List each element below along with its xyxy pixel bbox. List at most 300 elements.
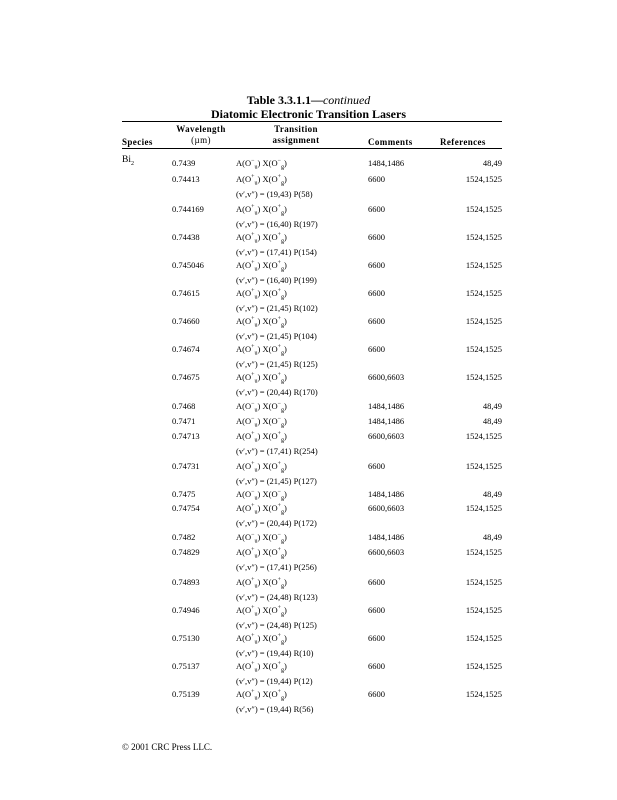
transition-upper-prefix: A(O xyxy=(236,158,252,168)
transition-lower-close: ) xyxy=(283,158,287,168)
references-cell: 1524,1525 xyxy=(465,232,502,242)
transition-upper-prefix: A(O xyxy=(236,288,252,298)
table-title-continued: continued xyxy=(322,93,371,107)
transition-lower-prefix: X(O xyxy=(262,431,278,441)
transition-upper-sign: + xyxy=(251,288,255,295)
transition-lower-parity: g xyxy=(280,294,284,301)
transition-lower-prefix: X(O xyxy=(262,260,278,270)
transition-cell xyxy=(236,174,287,187)
wavelength-cell: 0.74829 xyxy=(172,547,200,557)
vibrational-assignment-cell: (v′,v″) = (21,45) P(104) xyxy=(236,331,317,341)
wavelength-cell: 0.75130 xyxy=(172,633,200,643)
transition-lower-close: ) xyxy=(283,489,287,499)
transition-upper-sign: + xyxy=(251,316,255,323)
references-cell: 1524,1525 xyxy=(465,174,502,184)
vibrational-assignment-cell: (v′,v″) = (16,40) R(197) xyxy=(236,219,318,229)
comments-cell: 6600,6603 xyxy=(368,372,405,382)
transition-upper-parity: u xyxy=(254,164,258,171)
transition-upper-close: ) xyxy=(257,401,263,411)
references-cell: 1524,1525 xyxy=(465,461,502,471)
transition-cell xyxy=(236,633,287,646)
transition-upper-parity: u xyxy=(254,238,258,245)
transition-upper-parity: u xyxy=(254,495,258,502)
transition-upper-sign: − xyxy=(251,158,255,165)
transition-cell xyxy=(236,416,287,429)
transition-cell xyxy=(236,401,287,414)
vibrational-assignment-cell: (v′,v″) = (19,44) P(12) xyxy=(236,676,313,686)
comments-cell: 6600,6603 xyxy=(368,431,405,441)
transition-lower-prefix: X(O xyxy=(262,503,278,513)
transition-lower-prefix: X(O xyxy=(262,316,278,326)
transition-lower-close: ) xyxy=(283,174,287,184)
transition-upper-close: ) xyxy=(257,158,263,168)
transition-lower-prefix: X(O xyxy=(262,547,278,557)
wavelength-cell: 0.74438 xyxy=(172,232,200,242)
transition-lower-parity: g xyxy=(280,509,284,516)
header-rule xyxy=(122,148,502,149)
table-title-main: Table 3.3.1.1— xyxy=(246,93,323,107)
transition-upper-prefix: A(O xyxy=(236,372,252,382)
transition-lower-prefix: X(O xyxy=(262,204,278,214)
transition-lower-prefix: X(O xyxy=(262,532,278,542)
transition-lower-prefix: X(O xyxy=(262,461,278,471)
transition-upper-prefix: A(O xyxy=(236,316,252,326)
references-cell: 1524,1525 xyxy=(465,316,502,326)
comments-cell: 6600 xyxy=(368,661,385,671)
transition-lower-close: ) xyxy=(283,577,287,587)
references-cell: 1524,1525 xyxy=(465,633,502,643)
transition-lower-parity: g xyxy=(280,495,284,502)
table-subtitle: Diatomic Electronic Transition Lasers xyxy=(211,107,406,121)
wavelength-cell: 0.7439 xyxy=(172,158,196,168)
header-wavelength-line2: (µm) xyxy=(191,135,211,145)
transition-lower-prefix: X(O xyxy=(262,288,278,298)
comments-cell: 1484,1486 xyxy=(368,532,405,542)
transition-upper-sign: + xyxy=(251,577,255,584)
wavelength-cell: 0.74615 xyxy=(172,288,200,298)
transition-lower-sign: + xyxy=(277,577,281,584)
transition-cell xyxy=(236,316,287,329)
transition-upper-sign: + xyxy=(251,204,255,211)
transition-upper-sign: + xyxy=(251,260,255,267)
comments-cell: 1484,1486 xyxy=(368,489,405,499)
transition-upper-close: ) xyxy=(257,461,263,471)
transition-upper-close: ) xyxy=(257,605,263,615)
wavelength-cell: 0.74713 xyxy=(172,431,200,441)
references-cell: 1524,1525 xyxy=(465,605,502,615)
transition-lower-sign: + xyxy=(277,661,281,668)
transition-lower-parity: g xyxy=(280,180,284,187)
copyright-footer: © 2001 CRC Press LLC. xyxy=(122,742,213,752)
transition-upper-prefix: A(O xyxy=(236,204,252,214)
comments-cell: 6600 xyxy=(368,232,385,242)
transition-upper-sign: + xyxy=(251,661,255,668)
wavelength-cell: 0.74731 xyxy=(172,461,200,471)
comments-cell: 6600 xyxy=(368,344,385,354)
transition-upper-close: ) xyxy=(257,260,263,270)
transition-lower-parity: g xyxy=(280,695,284,702)
transition-lower-prefix: X(O xyxy=(262,401,278,411)
transition-cell xyxy=(236,344,287,357)
transition-lower-parity: g xyxy=(280,611,284,618)
transition-upper-sign: + xyxy=(251,232,255,239)
transition-upper-prefix: A(O xyxy=(236,344,252,354)
transition-lower-sign: + xyxy=(277,344,281,351)
wavelength-cell: 0.75137 xyxy=(172,661,200,671)
transition-lower-close: ) xyxy=(283,503,287,513)
transition-upper-parity: u xyxy=(254,437,258,444)
transition-cell xyxy=(236,489,287,502)
transition-cell xyxy=(236,532,287,545)
transition-lower-close: ) xyxy=(283,416,287,426)
references-cell: 1524,1525 xyxy=(465,372,502,382)
transition-upper-prefix: A(O xyxy=(236,174,252,184)
transition-upper-sign: + xyxy=(251,547,255,554)
comments-cell: 6600 xyxy=(368,577,385,587)
transition-upper-prefix: A(O xyxy=(236,532,252,542)
transition-upper-close: ) xyxy=(257,416,263,426)
transition-upper-parity: u xyxy=(254,467,258,474)
transition-lower-sign: − xyxy=(277,489,281,496)
transition-lower-parity: g xyxy=(280,437,284,444)
transition-lower-sign: + xyxy=(277,204,281,211)
transition-lower-parity: g xyxy=(280,266,284,273)
transition-upper-close: ) xyxy=(257,232,263,242)
transition-lower-close: ) xyxy=(283,372,287,382)
transition-lower-parity: g xyxy=(280,639,284,646)
references-cell: 1524,1525 xyxy=(465,503,502,513)
transition-upper-prefix: A(O xyxy=(236,547,252,557)
transition-lower-parity: g xyxy=(280,538,284,545)
transition-lower-parity: g xyxy=(280,553,284,560)
transition-lower-sign: + xyxy=(277,633,281,640)
transition-cell xyxy=(236,547,287,560)
references-cell: 1524,1525 xyxy=(465,204,502,214)
comments-cell: 1484,1486 xyxy=(368,158,405,168)
transition-upper-sign: + xyxy=(251,431,255,438)
transition-upper-prefix: A(O xyxy=(236,489,252,499)
transition-upper-close: ) xyxy=(257,547,263,557)
transition-lower-close: ) xyxy=(283,401,287,411)
transition-lower-sign: + xyxy=(277,232,281,239)
transition-cell xyxy=(236,232,287,245)
transition-lower-close: ) xyxy=(283,232,287,242)
transition-upper-parity: u xyxy=(254,407,258,414)
transition-lower-parity: g xyxy=(280,210,284,217)
transition-lower-parity: g xyxy=(280,422,284,429)
transition-cell xyxy=(236,577,287,590)
species-subscript: 2 xyxy=(130,160,134,167)
comments-cell: 6600 xyxy=(368,461,385,471)
transition-lower-prefix: X(O xyxy=(262,344,278,354)
transition-lower-sign: − xyxy=(277,401,281,408)
transition-lower-sign: + xyxy=(277,431,281,438)
transition-upper-sign: + xyxy=(251,461,255,468)
transition-upper-prefix: A(O xyxy=(236,260,252,270)
references-cell: 1524,1525 xyxy=(465,431,502,441)
transition-upper-close: ) xyxy=(257,431,263,441)
comments-cell: 6600 xyxy=(368,316,385,326)
transition-upper-close: ) xyxy=(257,288,263,298)
transition-lower-prefix: X(O xyxy=(262,633,278,643)
transition-upper-sign: + xyxy=(251,174,255,181)
references-cell: 1524,1525 xyxy=(465,288,502,298)
transition-lower-close: ) xyxy=(283,547,287,557)
wavelength-cell: 0.745046 xyxy=(172,260,204,270)
transition-lower-sign: + xyxy=(277,316,281,323)
wavelength-cell: 0.74674 xyxy=(172,344,200,354)
table-title xyxy=(0,93,617,108)
transition-lower-close: ) xyxy=(283,633,287,643)
comments-cell: 6600 xyxy=(368,633,385,643)
transition-upper-prefix: A(O xyxy=(236,503,252,513)
vibrational-assignment-cell: (v′,v″) = (21,45) P(127) xyxy=(236,476,317,486)
transition-upper-sign: + xyxy=(251,605,255,612)
transition-upper-close: ) xyxy=(257,532,263,542)
transition-lower-sign: + xyxy=(277,689,281,696)
transition-lower-sign: − xyxy=(277,158,281,165)
header-wavelength-line1: Wavelength xyxy=(176,124,226,134)
references-cell: 48,49 xyxy=(482,532,502,542)
header-references: References xyxy=(440,137,486,147)
transition-lower-parity: g xyxy=(280,164,284,171)
vibrational-assignment-cell: (v′,v″) = (24,48) R(123) xyxy=(236,592,318,602)
wavelength-cell: 0.74754 xyxy=(172,503,200,513)
transition-upper-prefix: A(O xyxy=(236,431,252,441)
header-comments: Comments xyxy=(368,137,413,147)
transition-cell xyxy=(236,372,287,385)
comments-cell: 1484,1486 xyxy=(368,401,405,411)
transition-cell xyxy=(236,605,287,618)
transition-cell xyxy=(236,431,287,444)
transition-lower-parity: g xyxy=(280,322,284,329)
transition-lower-prefix: X(O xyxy=(262,372,278,382)
transition-lower-prefix: X(O xyxy=(262,416,278,426)
comments-cell: 6600 xyxy=(368,605,385,615)
references-cell: 48,49 xyxy=(482,401,502,411)
transition-cell xyxy=(236,461,287,474)
species-cell xyxy=(122,155,134,165)
vibrational-assignment-cell: (v′,v″) = (24,48) P(125) xyxy=(236,620,317,630)
vibrational-assignment-cell: (v′,v″) = (17,41) R(254) xyxy=(236,446,318,456)
transition-lower-sign: + xyxy=(277,372,281,379)
transition-lower-parity: g xyxy=(280,467,284,474)
transition-cell xyxy=(236,158,287,171)
transition-lower-close: ) xyxy=(283,316,287,326)
references-cell: 1524,1525 xyxy=(465,661,502,671)
vibrational-assignment-cell: (v′,v″) = (21,45) R(125) xyxy=(236,359,318,369)
transition-upper-sign: − xyxy=(251,416,255,423)
transition-lower-close: ) xyxy=(283,661,287,671)
transition-upper-prefix: A(O xyxy=(236,661,252,671)
wavelength-cell: 0.7475 xyxy=(172,489,196,499)
transition-lower-sign: + xyxy=(277,260,281,267)
references-cell: 1524,1525 xyxy=(465,689,502,699)
transition-lower-sign: − xyxy=(277,532,281,539)
comments-cell: 6600 xyxy=(368,174,385,184)
transition-upper-close: ) xyxy=(257,372,263,382)
transition-upper-prefix: A(O xyxy=(236,461,252,471)
transition-lower-sign: + xyxy=(277,547,281,554)
transition-upper-close: ) xyxy=(257,577,263,587)
header-transition-line2: assignment xyxy=(272,135,320,145)
transition-cell xyxy=(236,288,287,301)
transition-cell xyxy=(236,503,287,516)
transition-lower-close: ) xyxy=(283,260,287,270)
comments-cell: 6600 xyxy=(368,288,385,298)
transition-cell xyxy=(236,689,287,702)
comments-cell: 6600 xyxy=(368,204,385,214)
transition-lower-parity: g xyxy=(280,350,284,357)
wavelength-cell: 0.74675 xyxy=(172,372,200,382)
transition-lower-close: ) xyxy=(283,204,287,214)
transition-upper-close: ) xyxy=(257,689,263,699)
vibrational-assignment-cell: (v′,v″) = (19,43) P(58) xyxy=(236,189,313,199)
transition-upper-parity: u xyxy=(254,210,258,217)
comments-cell: 6600,6603 xyxy=(368,503,405,513)
transition-upper-parity: u xyxy=(254,695,258,702)
transition-upper-parity: u xyxy=(254,180,258,187)
transition-lower-sign: + xyxy=(277,174,281,181)
wavelength-cell: 0.744169 xyxy=(172,204,204,214)
transition-upper-sign: + xyxy=(251,689,255,696)
transition-upper-sign: + xyxy=(251,503,255,510)
wavelength-cell: 0.74660 xyxy=(172,316,200,326)
transition-lower-parity: g xyxy=(280,238,284,245)
transition-upper-prefix: A(O xyxy=(236,689,252,699)
transition-lower-close: ) xyxy=(283,532,287,542)
comments-cell: 6600 xyxy=(368,689,385,699)
references-cell: 1524,1525 xyxy=(465,577,502,587)
transition-upper-close: ) xyxy=(257,344,263,354)
transition-lower-parity: g xyxy=(280,583,284,590)
transition-cell xyxy=(236,260,287,273)
species-base: Bi xyxy=(122,155,131,165)
header-transition xyxy=(256,124,336,146)
wavelength-cell: 0.7482 xyxy=(172,532,196,542)
transition-lower-prefix: X(O xyxy=(262,489,278,499)
transition-upper-parity: u xyxy=(254,583,258,590)
transition-upper-parity: u xyxy=(254,553,258,560)
transition-lower-sign: + xyxy=(277,605,281,612)
vibrational-assignment-cell: (v′,v″) = (19,44) R(10) xyxy=(236,648,314,658)
references-cell: 1524,1525 xyxy=(465,547,502,557)
transition-upper-prefix: A(O xyxy=(236,401,252,411)
transition-upper-parity: u xyxy=(254,266,258,273)
transition-lower-parity: g xyxy=(280,407,284,414)
vibrational-assignment-cell: (v′,v″) = (20,44) P(172) xyxy=(236,518,317,528)
transition-upper-close: ) xyxy=(257,204,263,214)
header-transition-line1: Transition xyxy=(274,124,318,134)
vibrational-assignment-cell: (v′,v″) = (21,45) R(102) xyxy=(236,303,318,313)
transition-upper-close: ) xyxy=(257,489,263,499)
vibrational-assignment-cell: (v′,v″) = (16,40) P(199) xyxy=(236,275,317,285)
header-species: Species xyxy=(122,137,153,147)
transition-lower-close: ) xyxy=(283,461,287,471)
transition-upper-close: ) xyxy=(257,633,263,643)
references-cell: 48,49 xyxy=(482,416,502,426)
transition-upper-parity: u xyxy=(254,538,258,545)
transition-lower-close: ) xyxy=(283,431,287,441)
references-cell: 48,49 xyxy=(482,158,502,168)
transition-lower-prefix: X(O xyxy=(262,605,278,615)
transition-upper-parity: u xyxy=(254,350,258,357)
transition-lower-sign: + xyxy=(277,288,281,295)
transition-upper-parity: u xyxy=(254,378,258,385)
transition-lower-close: ) xyxy=(283,605,287,615)
transition-lower-prefix: X(O xyxy=(262,158,278,168)
transition-lower-prefix: X(O xyxy=(262,689,278,699)
vibrational-assignment-cell: (v′,v″) = (17,41) P(154) xyxy=(236,247,317,257)
vibrational-assignment-cell: (v′,v″) = (17,41) P(256) xyxy=(236,562,317,572)
wavelength-cell: 0.74413 xyxy=(172,174,200,184)
transition-upper-prefix: A(O xyxy=(236,416,252,426)
transition-lower-prefix: X(O xyxy=(262,661,278,671)
transition-upper-sign: + xyxy=(251,344,255,351)
transition-upper-prefix: A(O xyxy=(236,605,252,615)
vibrational-assignment-cell: (v′,v″) = (20,44) R(170) xyxy=(236,387,318,397)
transition-upper-sign: + xyxy=(251,372,255,379)
references-cell: 48,49 xyxy=(482,489,502,499)
transition-upper-parity: u xyxy=(254,667,258,674)
transition-lower-prefix: X(O xyxy=(262,174,278,184)
transition-upper-parity: u xyxy=(254,639,258,646)
header-wavelength xyxy=(166,124,236,146)
transition-upper-close: ) xyxy=(257,174,263,184)
transition-upper-prefix: A(O xyxy=(236,577,252,587)
transition-upper-parity: u xyxy=(254,294,258,301)
references-cell: 1524,1525 xyxy=(465,260,502,270)
transition-upper-parity: u xyxy=(254,322,258,329)
transition-cell xyxy=(236,204,287,217)
comments-cell: 1484,1486 xyxy=(368,416,405,426)
transition-lower-prefix: X(O xyxy=(262,577,278,587)
wavelength-cell: 0.75139 xyxy=(172,689,200,699)
references-cell: 1524,1525 xyxy=(465,344,502,354)
transition-cell xyxy=(236,661,287,674)
comments-cell: 6600 xyxy=(368,260,385,270)
transition-upper-sign: − xyxy=(251,532,255,539)
wavelength-cell: 0.74946 xyxy=(172,605,200,615)
transition-lower-prefix: X(O xyxy=(262,232,278,242)
transition-upper-sign: − xyxy=(251,401,255,408)
transition-upper-parity: u xyxy=(254,422,258,429)
transition-upper-prefix: A(O xyxy=(236,633,252,643)
transition-upper-close: ) xyxy=(257,316,263,326)
top-rule xyxy=(122,121,502,122)
transition-upper-parity: u xyxy=(254,509,258,516)
wavelength-cell: 0.74893 xyxy=(172,577,200,587)
transition-lower-parity: g xyxy=(280,667,284,674)
transition-lower-sign: − xyxy=(277,416,281,423)
transition-upper-parity: u xyxy=(254,611,258,618)
wavelength-cell: 0.7468 xyxy=(172,401,196,411)
transition-lower-close: ) xyxy=(283,689,287,699)
comments-cell: 6600,6603 xyxy=(368,547,405,557)
transition-lower-sign: + xyxy=(277,461,281,468)
transition-lower-sign: + xyxy=(277,503,281,510)
transition-upper-sign: + xyxy=(251,633,255,640)
vibrational-assignment-cell: (v′,v″) = (19,44) R(56) xyxy=(236,704,314,714)
transition-upper-close: ) xyxy=(257,503,263,513)
transition-upper-prefix: A(O xyxy=(236,232,252,242)
transition-lower-close: ) xyxy=(283,344,287,354)
transition-lower-close: ) xyxy=(283,288,287,298)
transition-upper-close: ) xyxy=(257,661,263,671)
wavelength-cell: 0.7471 xyxy=(172,416,196,426)
transition-lower-parity: g xyxy=(280,378,284,385)
transition-upper-sign: − xyxy=(251,489,255,496)
